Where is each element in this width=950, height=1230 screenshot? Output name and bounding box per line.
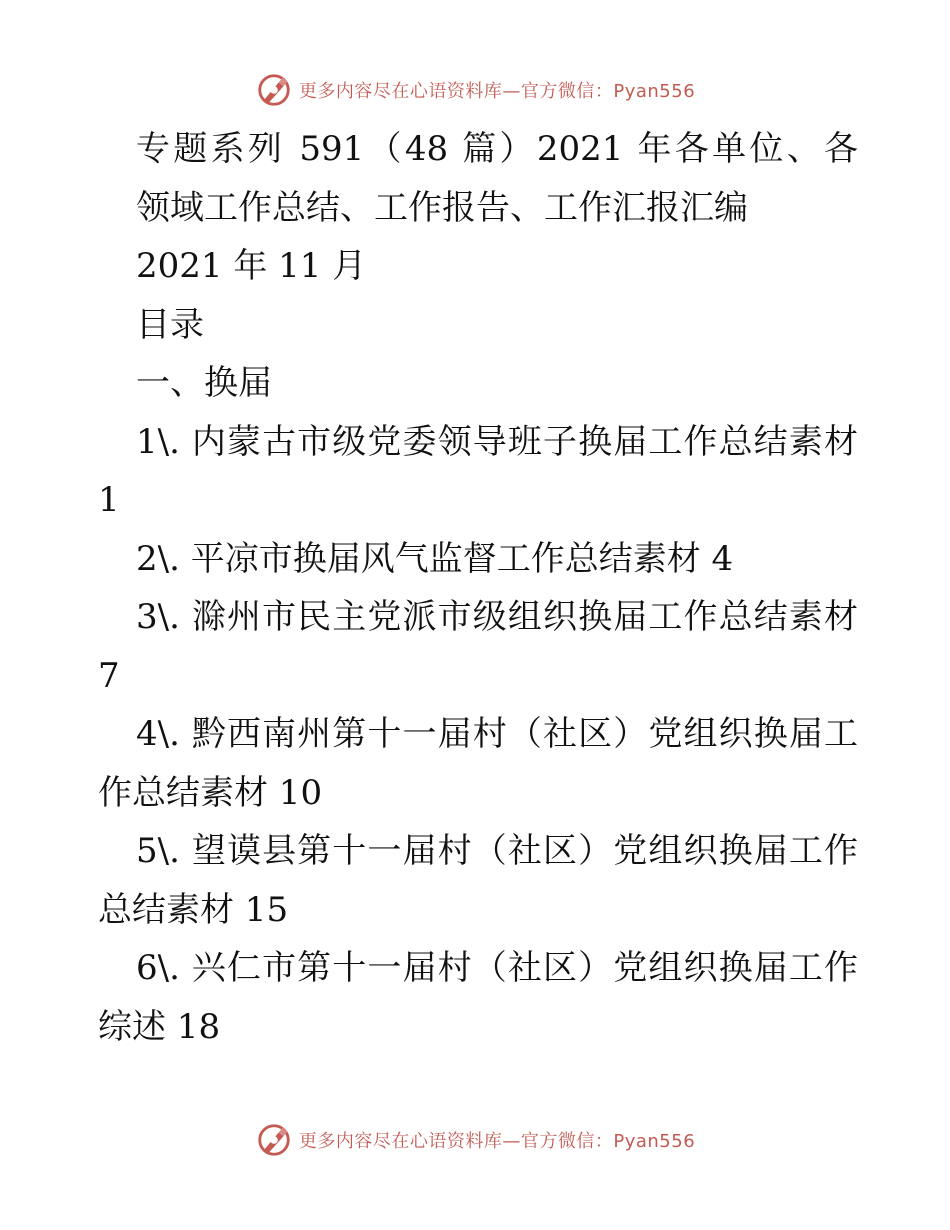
pen-logo-icon: [255, 71, 293, 109]
toc-section-heading: 一、换届: [136, 363, 272, 403]
toc-entry-6-cont: 综述 18: [98, 1006, 221, 1047]
watermark-text: 更多内容尽在心语资料库—官方微信：Pyan556: [298, 81, 696, 102]
pen-logo-icon: [255, 1121, 293, 1159]
toc-heading: 目录: [136, 304, 204, 345]
watermark-footer: [0, 1120, 950, 1160]
document-date: 2021 年 11 月: [136, 246, 367, 286]
toc-entry-5-cont: 总结素材 15: [98, 889, 289, 930]
watermark-header: [0, 70, 950, 110]
toc-entry-2: 2\. 平凉市换届风气监督工作总结素材 4: [136, 538, 734, 579]
toc-entry-1-page: 1: [98, 480, 120, 520]
document-body: [98, 120, 858, 1056]
toc-entry-6: 6\. 兴仁市第十一届村（社区）党组织换届工作: [136, 948, 858, 988]
toc-entry-3-page: 7: [98, 655, 120, 696]
toc-entry-3: 3\. 滁州市民主党派市级组织换届工作总结素材: [136, 597, 858, 637]
toc-entry-1: 1\. 内蒙古市级党委领导班子换届工作总结素材: [136, 421, 858, 462]
watermark-text: 更多内容尽在心语资料库—官方微信：Pyan556: [298, 1131, 696, 1152]
toc-entry-4: 4\. 黔西南州第十一届村（社区）党组织换届工: [136, 714, 858, 754]
document-title-line1: 专题系列 591（48 篇）2021 年各单位、各: [136, 129, 858, 169]
toc-entry-4-cont: 作总结素材 10: [98, 772, 323, 813]
document-title-line2: 领域工作总结、工作报告、工作汇报汇编: [136, 187, 748, 228]
toc-entry-5: 5\. 望谟县第十一届村（社区）党组织换届工作: [136, 831, 858, 871]
